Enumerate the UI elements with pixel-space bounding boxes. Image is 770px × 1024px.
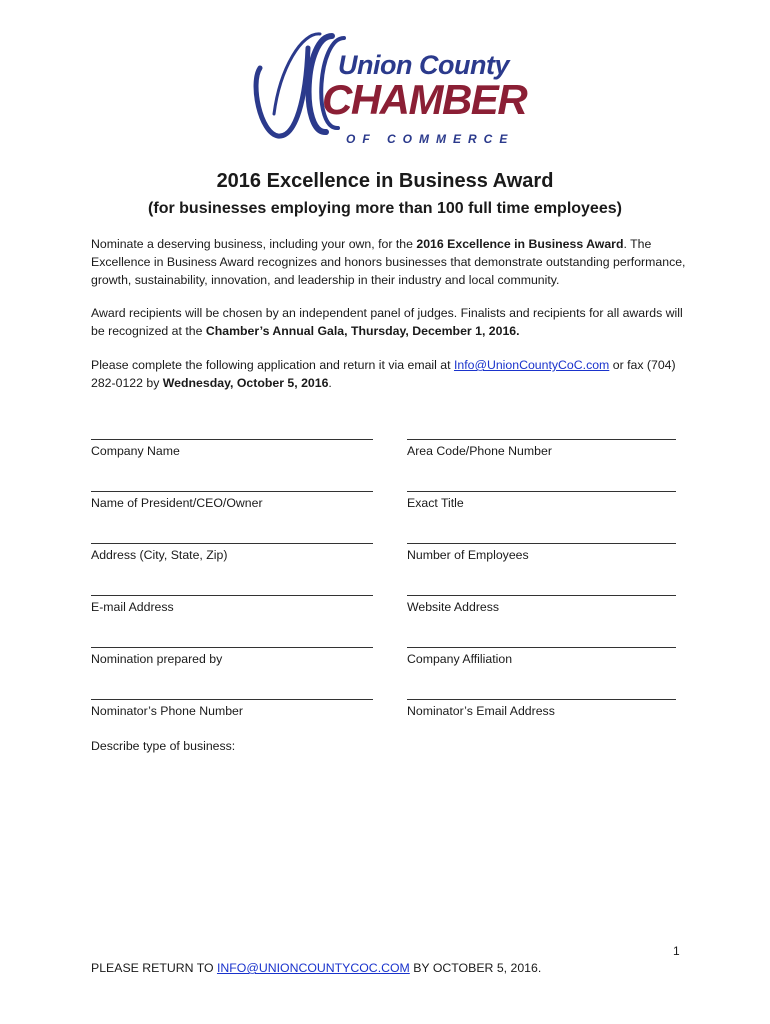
nominator-email-field[interactable] [407,699,676,718]
phone-field[interactable] [407,439,676,458]
website-field[interactable] [407,595,676,614]
address-label: Address (City, State, Zip) [91,548,228,562]
intro-paragraph-1: Nominate a deserving business, including your own, for the 2016 Excellence in Business Award. The Excellence in Business Award recognizes and honors businesses that demonstrate outstanding performance, growth, sustainability, innovation, and leadership in their industry and local community. [91,237,686,287]
website-label: Website Address [407,600,500,614]
footer-email-link[interactable]: INFO@UNIONCOUNTYCOC.COM [216,961,410,975]
page-subtitle: (for businesses employing more than 100 full time employees) [148,200,622,217]
intro-paragraph-3: Please complete the following application and return it via email at Info@UnionCountyCoC.com or fax (704) 282-0122 by Wednesday, October 5, 2016. [91,358,676,390]
affiliation-field[interactable] [407,647,676,666]
logo-text-chamber: CHAMBER [322,76,527,123]
chamber-logo [250,28,530,148]
nominator-phone-field[interactable] [91,699,373,718]
logo-text-union-county: Union County [338,50,509,80]
employees-label: Number of Employees [407,548,529,562]
exact-title-field[interactable] [407,491,676,510]
prepared-by-field[interactable] [91,647,373,666]
email-field[interactable] [91,595,373,614]
describe-business-label: Describe type of business: [91,739,236,753]
nominator-email-label: Nominator’s Email Address [407,704,555,718]
page-title: 2016 Excellence in Business Award [216,170,554,192]
logo-text-of-commerce: OF COMMERCE [346,132,515,146]
phone-label: Area Code/Phone Number [407,444,552,458]
employees-field[interactable] [407,543,676,562]
email-link[interactable]: Info@UnionCountyCoC.com [453,358,610,372]
address-field[interactable] [91,543,373,562]
company-name-field[interactable] [91,439,373,458]
president-label: Name of President/CEO/Owner [91,496,263,510]
prepared-by-label: Nomination prepared by [91,652,223,666]
affiliation-label: Company Affiliation [407,652,513,666]
nominator-phone-label: Nominator’s Phone Number [91,704,243,718]
footer-note: PLEASE RETURN TO INFO@UNIONCOUNTYCOC.COM BY OCTOBER 5, 2016. [91,961,542,975]
exact-title-label: Exact Title [407,496,464,510]
company-name-label: Company Name [91,444,180,458]
president-field[interactable] [91,491,373,510]
page-number: 1 [673,944,680,958]
email-label: E-mail Address [91,600,174,614]
intro-paragraph-2: Award recipients will be chosen by an independent panel of judges. Finalists and recipients for all awards will be recognized at the Chamber’s Annual Gala, Thursday, December 1, 2016. [91,306,683,338]
